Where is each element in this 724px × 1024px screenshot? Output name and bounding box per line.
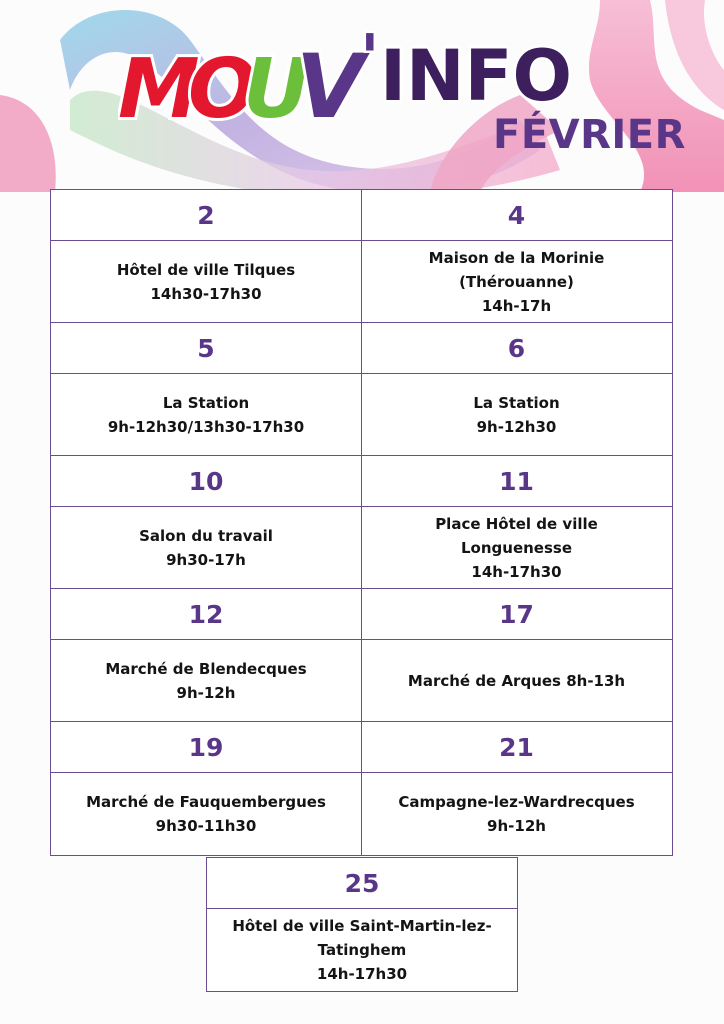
day-cell <box>50 455 362 507</box>
place-row <box>50 373 674 456</box>
day-cell <box>361 189 673 241</box>
place-row <box>50 639 674 722</box>
svg-text:V: V <box>296 35 365 138</box>
day-number: 12 <box>188 599 224 629</box>
place-row <box>50 506 674 589</box>
month-title: FÉVRIER <box>493 112 686 158</box>
place-cell <box>361 240 673 324</box>
place-cell <box>50 772 362 856</box>
header-banner <box>0 0 724 192</box>
day-row <box>50 588 674 639</box>
day-cell <box>50 189 362 241</box>
svg-text:U: U <box>243 42 310 137</box>
place-cell <box>361 506 673 590</box>
svg-text:O: O <box>188 42 258 137</box>
place-text: Maison de la Morinie (Thérouanne) 14h-17h <box>428 248 605 315</box>
place-cell <box>361 373 673 457</box>
day-row <box>50 721 674 772</box>
place-text: Hôtel de ville Tilques 14h30-17h30 <box>116 260 296 303</box>
place-row <box>50 772 674 855</box>
place-cell <box>361 639 673 723</box>
schedule-grid <box>50 189 674 854</box>
place-cell <box>50 373 362 457</box>
svg-text:': ' <box>360 22 380 96</box>
day-cell <box>361 721 673 773</box>
place-text: Salon du travail 9h30-17h <box>139 526 273 569</box>
day-number: 6 <box>507 333 526 363</box>
svg-text:INFO: INFO <box>380 35 572 117</box>
day-cell <box>50 588 362 640</box>
place-cell <box>50 506 362 590</box>
schedule-last-entry <box>206 857 518 990</box>
day-cell <box>50 322 362 374</box>
day-number: 11 <box>499 466 534 496</box>
day-cell <box>361 455 673 507</box>
day-cell <box>206 857 518 909</box>
place-text: Marché de Blendecques 9h-12h <box>105 659 307 702</box>
day-number: 17 <box>499 599 534 629</box>
day-row <box>50 322 674 373</box>
place-cell <box>50 639 362 723</box>
day-number: 5 <box>197 333 215 363</box>
day-cell <box>361 588 673 640</box>
day-row <box>50 455 674 506</box>
place-cell <box>206 908 518 992</box>
day-cell <box>361 322 673 374</box>
day-number: 4 <box>507 200 526 230</box>
day-number: 19 <box>188 732 224 762</box>
place-row <box>50 240 674 323</box>
place-text: La Station 9h-12h30 <box>473 393 560 436</box>
day-number: 2 <box>197 200 215 230</box>
place-text: Marché de Fauquembergues 9h30-11h30 <box>86 792 326 835</box>
place-text: Hôtel de ville Saint-Martin-lez- Tatinghem 14h-17h30 <box>232 916 492 983</box>
place-text: Place Hôtel de ville Longuenesse 14h-17h30 <box>435 514 598 581</box>
day-cell <box>50 721 362 773</box>
place-text: Marché de Arques 8h-13h <box>407 671 626 690</box>
day-row <box>50 189 674 240</box>
place-text: Campagne-lez-Wardrecques 9h-12h <box>398 792 635 835</box>
place-text: La Station 9h-12h30/13h30-17h30 <box>107 393 305 436</box>
svg-text:M: M <box>118 42 200 137</box>
place-cell <box>361 772 673 856</box>
day-number: 25 <box>344 868 380 898</box>
place-cell <box>50 240 362 324</box>
day-number: 10 <box>188 466 224 496</box>
day-number: 21 <box>499 732 534 762</box>
